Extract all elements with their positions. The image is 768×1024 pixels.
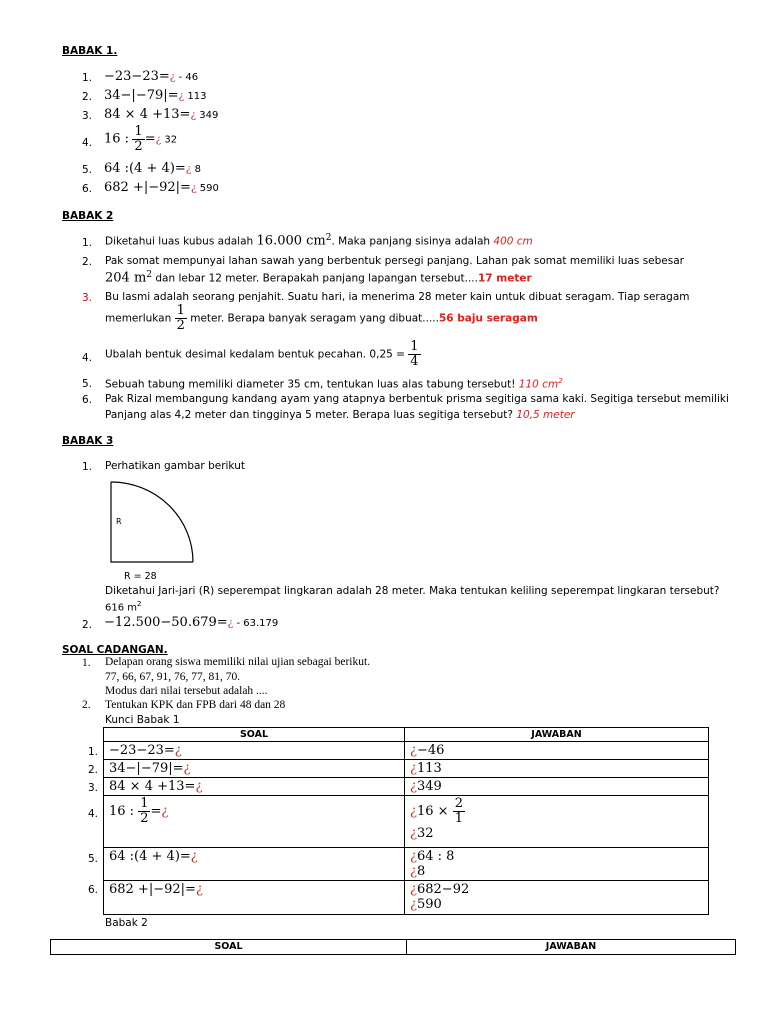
figure-caption: R = 28 <box>124 571 157 582</box>
cadangan-heading: SOAL CADANGAN. <box>62 644 168 656</box>
kunci2-col-soal: SOAL <box>51 940 407 955</box>
cad-question-2: Tentukan KPK dan FPB dari 48 dan 28 <box>105 699 286 711</box>
kunci2-caption: Babak 2 <box>105 917 148 929</box>
cad-question-1-line2: 77, 66, 67, 91, 76, 77, 81, 70. <box>105 671 241 683</box>
b1-num-3: 3. <box>82 110 93 122</box>
b2-question-4: Ubalah bentuk desimal kedalam bentuk pecahan. 0,25 = $\frac{1}{4}$ <box>105 339 419 369</box>
kunci1-rownum-3: 3. <box>88 782 99 794</box>
b1-item-3: 84 × 4 +13=¿ 349 <box>104 107 219 122</box>
b1-item-2: 34−|−79|=¿ 113 <box>104 88 207 103</box>
b2-question-2-line2: 204 $m^2$ dan lebar 12 meter. Berapakah panjang lapangan tersebut....17 meter <box>105 270 532 286</box>
kunci1-rownum-4: 4. <box>88 808 99 820</box>
b1-num-1: 1. <box>82 72 93 84</box>
b1-item-6: 682 +|−92|=¿ 590 <box>104 180 219 195</box>
b1-num-6: 6. <box>82 183 93 195</box>
b2-question-3-line1: Bu lasmi adalah seorang penjahit. Suatu hari, ia menerima 28 meter kain untuk dibuat seragam. Tiap seragam <box>105 291 690 303</box>
b1-num-2: 2. <box>82 91 93 103</box>
table-row: 682 +|−92|=¿ ¿682−92 ¿590 <box>104 881 709 915</box>
table-row: 64 :(4 + 4)=¿ ¿64 : 8 ¿8 <box>104 848 709 881</box>
kunci1-rownum-1: 1. <box>88 746 99 758</box>
kunci1-caption: Kunci Babak 1 <box>105 714 180 726</box>
b3-num-1: 1. <box>82 461 93 473</box>
table-row: 84 × 4 +13=¿ ¿349 <box>104 778 709 796</box>
b3-num-2: 2. <box>82 619 93 631</box>
b3-question-1-detail: Diketahui Jari-jari (R) seperempat lingkaran adalah 28 meter. Maka tentukan keliling seperempat lingkaran tersebut? <box>105 585 720 597</box>
b1-num-4: 4. <box>82 137 93 149</box>
kunci1-col-soal: SOAL <box>104 728 405 742</box>
b2-question-6-line2: Panjang alas 4,2 meter dan tingginya 5 meter. Berapa luas segitiga tersebut? 10,5 meter <box>105 409 575 421</box>
figure-radius-label: R <box>116 517 122 526</box>
kunci2-col-jawaban: JAWABAN <box>407 940 736 955</box>
b2-num-4: 4. <box>82 352 93 364</box>
kunci1-rownum-5: 5. <box>88 853 99 865</box>
babak3-heading: BABAK 3 <box>62 435 114 447</box>
cad-num-1: 1. <box>82 657 91 669</box>
b2-question-5: Sebuah tabung memiliki diameter 35 cm, tentukan luas alas tabung tersebut! 110 $cm^2$ <box>105 377 563 391</box>
b3-question-2: −12.500−50.679=¿ - 63.179 <box>104 615 279 630</box>
b2-question-2-line1: Pak somat mempunyai lahan sawah yang berbentuk persegi panjang. Lahan pak somat memiliki luas sebesar <box>105 255 684 267</box>
kunci1-rownum-2: 2. <box>88 764 99 776</box>
b3-question-1: Perhatikan gambar berikut <box>105 460 245 472</box>
babak2-heading: BABAK 2 <box>62 210 114 222</box>
b2-num-3: 3. <box>82 292 93 304</box>
cad-question-1-line1: Delapan orang siswa memiliki nilai ujian sebagai berikut. <box>105 656 371 668</box>
b1-num-5: 5. <box>82 164 93 176</box>
table-row: 16 : $\frac{1}{2}$ =¿ ¿16 × $\frac{2}{1}$ ¿32 <box>104 796 709 848</box>
cad-question-1-line3: Modus dari nilai tersebut adalah .... <box>105 685 268 697</box>
b1-item-1: −23−23=¿ - 46 <box>104 69 199 84</box>
cad-num-2: 2. <box>82 699 91 711</box>
b2-num-6: 6. <box>82 394 93 406</box>
table-row: 34−|−79|=¿ ¿113 <box>104 760 709 778</box>
b3-answer-1: 616 $m^2$ <box>105 600 142 614</box>
kunci1-rownum-6: 6. <box>88 884 99 896</box>
kunci1-table <box>103 727 709 915</box>
b2-num-1: 1. <box>82 237 93 249</box>
b1-item-5: 64 :(4 + 4)=¿ 8 <box>104 161 201 176</box>
b2-question-1: Diketahui luas kubus adalah 16.000 $cm^2$. Maka panjang sisinya adalah 400 cm <box>105 233 533 249</box>
kunci1-col-jawaban: JAWABAN <box>405 728 709 742</box>
babak1-heading: BABAK 1. <box>62 45 118 57</box>
kunci2-table <box>50 939 736 955</box>
b2-question-6-line1: Pak Rizal membangung kandang ayam yang atapnya berbentuk prisma segitiga sama kaki. Segitiga tersebut memiliki <box>105 393 729 405</box>
b2-question-3-line2: memerlukan $\frac{1}{2}$ meter. Berapa banyak seragam yang dibuat.....56 baju seragam <box>105 303 538 333</box>
b2-num-2: 2. <box>82 256 93 268</box>
table-row: −23−23=¿ ¿−46 <box>104 742 709 760</box>
b1-item-4: 16 : $\frac{1}{2}$ =¿ 32 <box>104 124 178 154</box>
b2-num-5: 5. <box>82 378 93 390</box>
